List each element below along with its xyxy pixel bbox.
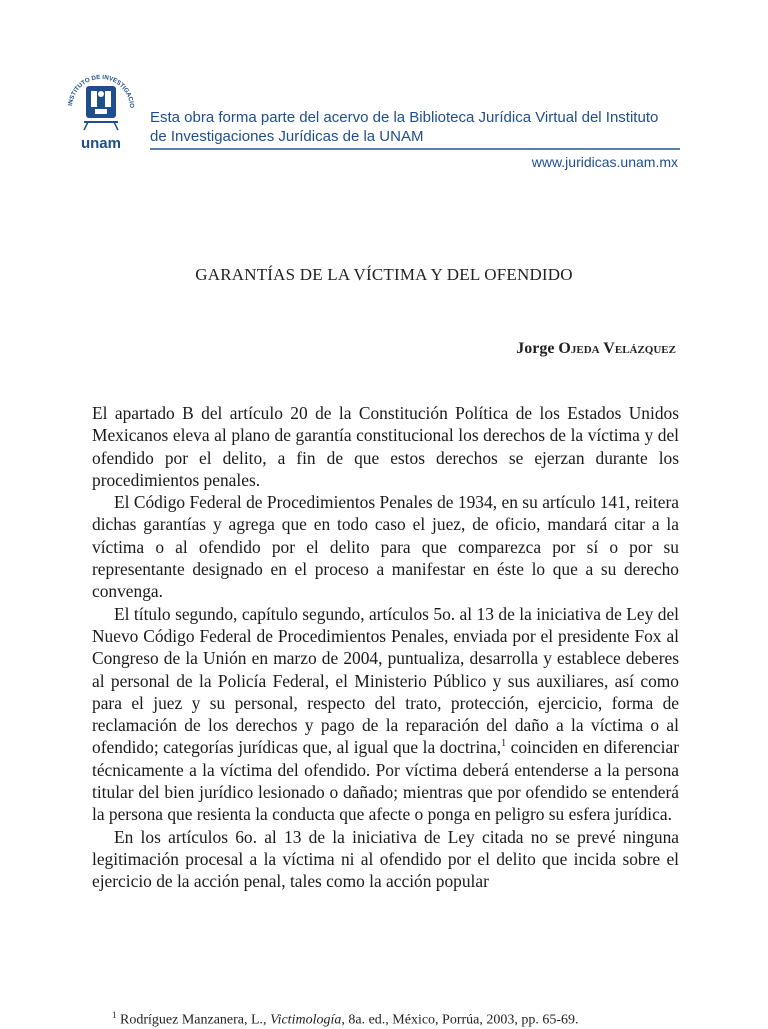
footnote-marker: 1 bbox=[112, 1010, 117, 1020]
paragraph-3-continuation: coinciden en diferenciar técnicamente a la víctima del ofendido. Por víctima deberá entenderse a la persona titular del bien jurídico lesionado o dañado; mientras que por ofendido se entenderá la persona que resienta la conducta que afecte o ponga en peligro su esfera jurídica. bbox=[92, 737, 679, 825]
footnote-author: Rodríguez Manzanera, L., bbox=[120, 1012, 267, 1028]
library-notice-line-1: Esta obra forma parte del acervo de la Biblioteca Jurídica Virtual del Instituto bbox=[150, 109, 659, 126]
library-notice bbox=[150, 108, 690, 146]
paragraph-2: El Código Federal de Procedimientos Penales de 1934, en su artículo 141, reitera dichas garantías y agrega que en todo caso el juez, de oficio, mandará citar a la víctima o al ofendido por el delito para que comparezca por sí o por su representante designado en el proceso a manifestar en éste lo que a su derecho convenga. bbox=[92, 492, 679, 602]
author-first-name: Jorge bbox=[516, 340, 555, 357]
paragraph-4: En los artículos 6o. al 13 de la iniciativa de Ley citada no se prevé ninguna legitimación procesal a la víctima ni al ofendido por el delito que incida sobre el ejercicio de la acción penal, tales como la acción popular bbox=[92, 826, 679, 892]
paragraph-1: El apartado B del artículo 20 de la Constitución Política de los Estados Unidos Mexicanos eleva al plano de garantía constitucional los derechos de la víctima y del ofendido por el delito, a fin de que estos derechos se ejerzan durante los procedimientos penales. bbox=[92, 403, 679, 490]
unam-iij-logo bbox=[62, 64, 140, 156]
website-link[interactable]: www.juridicas.unam.mx bbox=[531, 154, 678, 170]
footnote-publication: , 8a. ed., México, Porrúa, 2003, pp. 65-69. bbox=[341, 1012, 579, 1028]
paragraph-3-text: El título segundo, capítulo segundo, artículos 5o. al 13 de la iniciativa de Ley del Nuevo Código Federal de Procedimientos Penales, enviada por el presidente Fox al Congreso de la Unión en marzo de 2004, puntualiza, desarrolla y establece deberes al personal de la Policía Federal, el Ministerio Público y sus auxiliares, así como para el juez y su personal, respecto del trato, protección, ejercicio, forma de reclamación de los derechos y pago de la reparación del daño a la víctima o al ofendido; categorías jurídicas que, al igual que la doctrina, bbox=[92, 603, 679, 758]
header-divider bbox=[150, 148, 680, 150]
unam-wordmark: unam bbox=[80, 135, 122, 152]
svg-text:INSTITUTO DE INVESTIGACIONES J: INSTITUTO DE INVESTIGACIO bbox=[67, 73, 136, 109]
chapter-title: GARANTÍAS DE LA VÍCTIMA Y DEL OFENDIDO bbox=[195, 265, 573, 284]
body-text bbox=[92, 402, 679, 893]
footnote-reference[interactable]: 1 bbox=[501, 738, 507, 750]
author-name bbox=[516, 340, 676, 358]
author-last-name: Ojeda Velázquez bbox=[558, 340, 676, 357]
paragraph-3 bbox=[92, 603, 679, 826]
footnote bbox=[112, 1010, 712, 1029]
library-notice-line-2: de Investigaciones Jurídicas de la UNAM bbox=[150, 128, 424, 145]
footnote-work-title: Victimología bbox=[270, 1012, 342, 1028]
